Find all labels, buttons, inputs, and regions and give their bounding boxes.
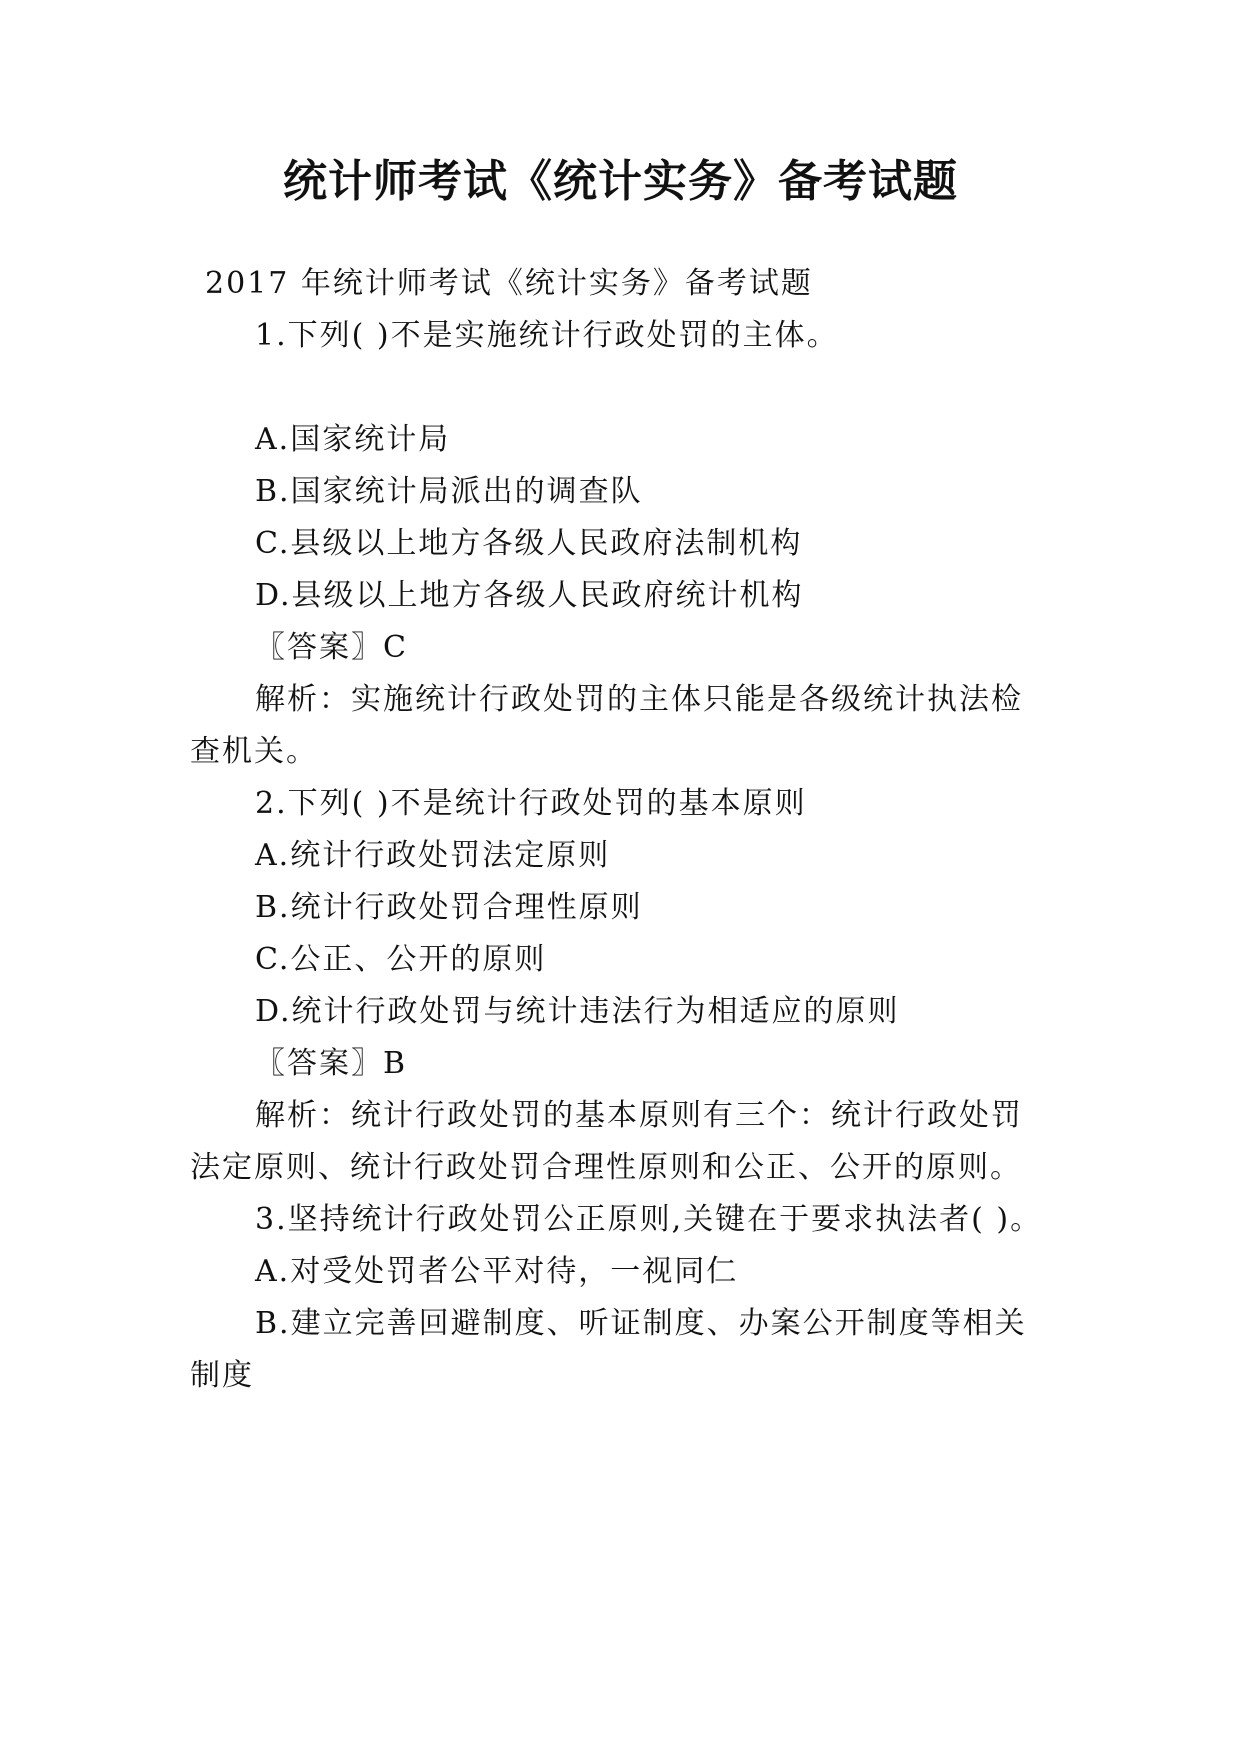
q1-option-d: D.县级以上地方各级人民政府统计机构 bbox=[255, 578, 804, 613]
q1-option-a: A.国家统计局 bbox=[255, 422, 451, 457]
q2-answer: 〖答案〗B bbox=[255, 1046, 408, 1081]
q1-analysis: 解析：实施统计行政处罚的主体只能是各级统计执法检 bbox=[255, 682, 1023, 717]
q2-analysis-continued: 法定原则、统计行政处罚合理性原则和公正、公开的原则。 bbox=[190, 1150, 1022, 1185]
q2-analysis: 解析：统计行政处罚的基本原则有三个：统计行政处罚 bbox=[255, 1098, 1023, 1133]
intro-line: 2017 年统计师考试《统计实务》备考试题 bbox=[205, 266, 813, 301]
q2-option-b: B.统计行政处罚合理性原则 bbox=[255, 890, 643, 925]
q2-option-a: A.统计行政处罚法定原则 bbox=[255, 838, 611, 873]
q1-option-b: B.国家统计局派出的调查队 bbox=[255, 474, 643, 509]
q3-option-a: A.对受处罚者公平对待，一视同仁 bbox=[255, 1254, 739, 1289]
question-2: 2.下列( )不是统计行政处罚的基本原则 bbox=[255, 786, 807, 821]
q2-option-d: D.统计行政处罚与统计违法行为相适应的原则 bbox=[255, 994, 900, 1029]
question-1: 1.下列( )不是实施统计行政处罚的主体。 bbox=[255, 318, 839, 353]
q3-option-b: B.建立完善回避制度、听证制度、办案公开制度等相关 bbox=[255, 1306, 1027, 1341]
q1-analysis-continued: 查机关。 bbox=[190, 734, 318, 769]
q1-answer: 〖答案〗C bbox=[255, 630, 408, 665]
q3-option-b-continued: 制度 bbox=[190, 1358, 254, 1393]
question-3: 3.坚持统计行政处罚公正原则,关键在于要求执法者( )。 bbox=[255, 1202, 1043, 1237]
q1-option-c: C.县级以上地方各级人民政府法制机构 bbox=[255, 526, 803, 561]
q2-option-c: C.公正、公开的原则 bbox=[255, 942, 547, 977]
document-title: 统计师考试《统计实务》备考试题 bbox=[283, 156, 958, 207]
